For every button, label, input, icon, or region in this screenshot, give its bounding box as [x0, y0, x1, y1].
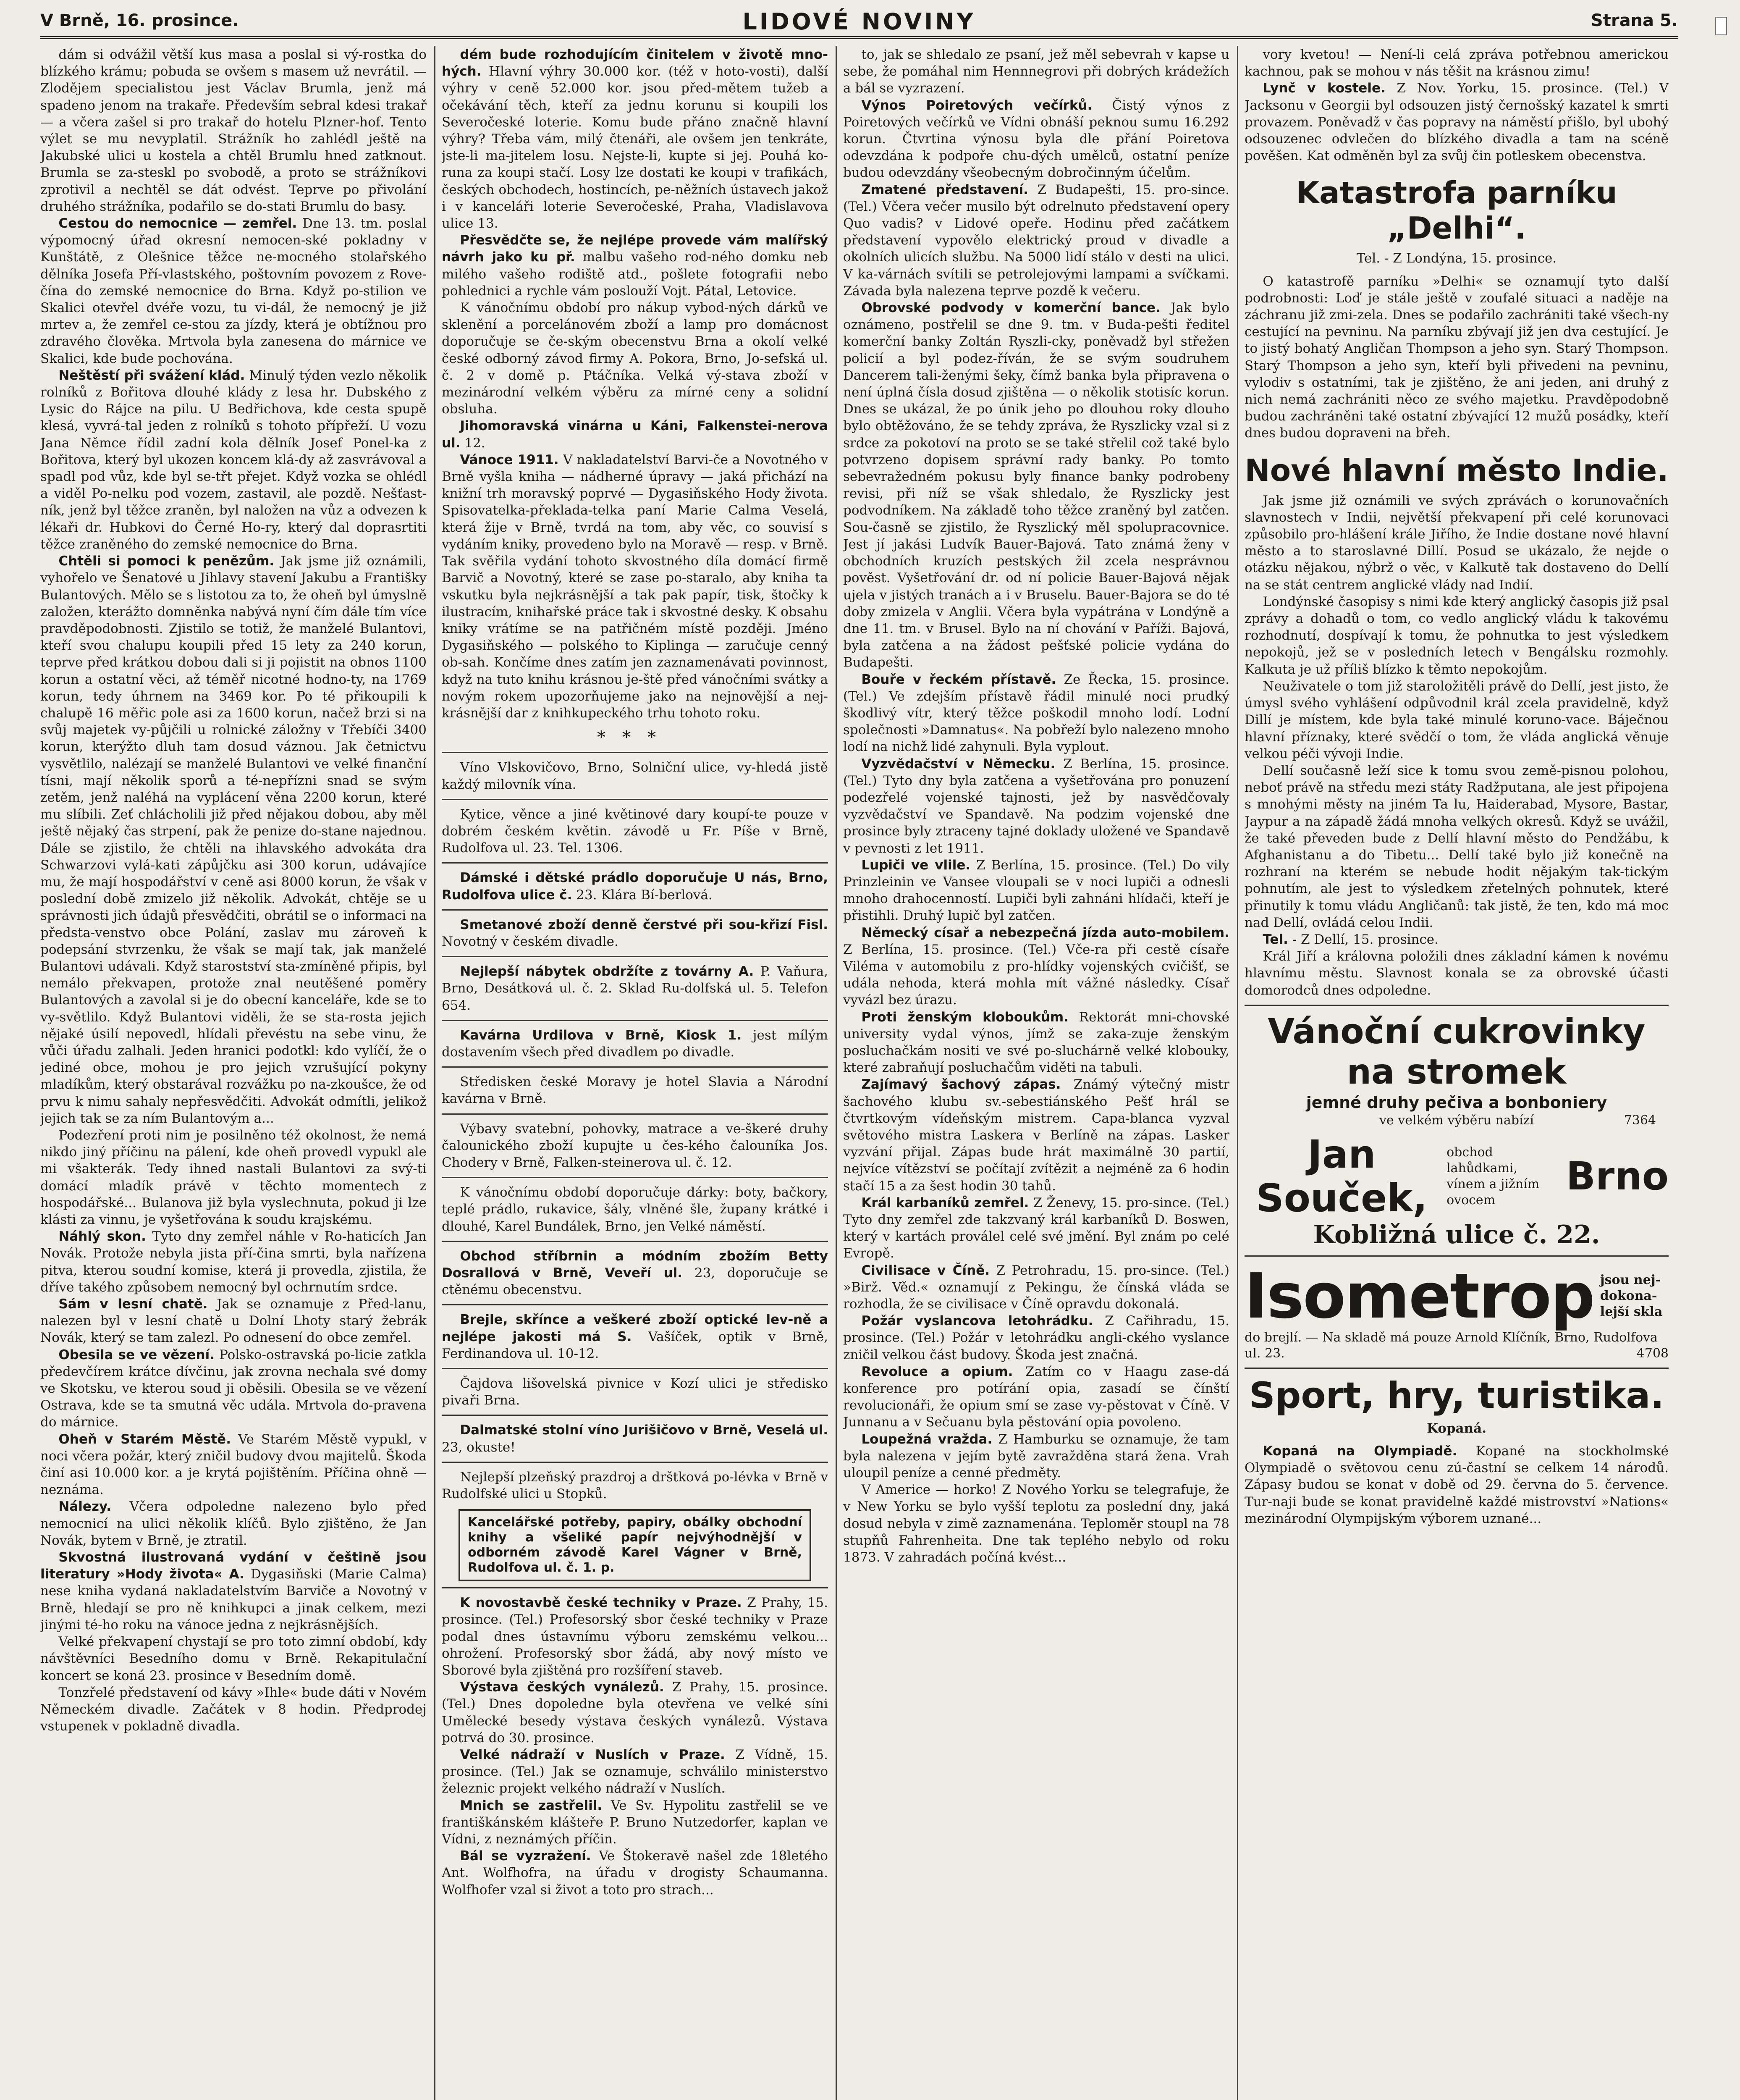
ad-separator [442, 956, 828, 957]
stationery-ad-text: Kancelářské potřeby, papiry, obálky obchodní knihy a všeliké papír nejvýhodnější v odborném závodě Karel Vágner v Brně, Rudolfova ul. č. 1. p. [468, 1515, 802, 1575]
article-paragraph: Skvostná ilustrovaná vydání v češtině jsou literatury »Hody života« A. Dygasiňski (Marie Calma) nese kniha vydaná nakladatelstvím Barviče a Novotný v Brně, hledají se pro ně knihkupci a jinak celkem, mezi jinými té-ho roku na vánoce jedna z nejkrásnějších. [40, 1550, 427, 1633]
classified-ads [442, 759, 828, 1502]
article-paragraph: Sám v lesní chatě. Jak se oznamuje z Před-lanu, nalezen byl v lesní chatě u Dolní Lhoty starý žebrák Novák, který se tam zalezl. Po odnesení do obce zemřel. [40, 1297, 427, 1346]
article-paragraph: V Americe — horko! Z Nového Yorku se telegrafuje, že v New Yorku se bylo vyšší teplotu za poslední dny, jaká dosud nebyla v zimě zaznamenána. Teploměr stoupl na 78 stupňů Fahrenheita. Dne tak teplého nebylo od roku 1873. V zahradách počíná kvést... [843, 1482, 1229, 1565]
article-paragraph: Neštěstí při svážení klád. Minulý týden vezlo několik rolníků z Bořitova dlouhé klády z lesa hr. Dubského z Lysic do Rájce na pilu. U Bedřichova, kde cesta spupě klesá, vyvrá-tal jeden z rolníků s tohoto přípřeží. U vozu Jana Němce řídil zadní kola dělník Josef Ponel-ka z Bořitova, který byl ukozen koncem klá-dy až zasvrávoval a spadl pod vůz, kde byl se-třt přejet. Když vozka se ohlédl a viděl Po-nelku pod vozem, zastavil, ale pozdě. Nešťast-ník, jenž byl těžce zraněn, byl naložen na vůz a odvezen k lékaři dr. Hubkovi do Černé Ho-ry, který dal doprasrtiti těžce zraněného do zemské nemocnice do Brna. [40, 368, 427, 552]
article-paragraph: K vánočnímu období pro nákup vybod-ných dárků ve sklenění a porcelánovém zboží a lamp pro domácnost doporučuje se če-ským obecenstvu Brna a okolí velké české odborný závod firmy A. Pokora, Brno, Jo-sefská ul. č. 2 v domě p. Ptáčníka. Velká vý-stava zboží v mezinárodní velkém výběru za mírné ceny a solidní obsluha. [442, 300, 828, 417]
classified-ad: Dalmatské stolní víno Jurišičovo v Brně, Veselá ul. 23, okuste! [442, 1423, 828, 1455]
ad-christmas-sweets [1245, 1012, 1669, 1250]
article-paragraph: Velké nádraží v Nuslích v Praze. Z Vídně, 15. prosince. (Tel.) Jak se oznamuje, schválilo ministerstvo železnic projekt velkého nádraží v Nuslích. [442, 1747, 828, 1796]
article-paragraph: Zmatené představení. Z Budapešti, 15. pro-since. (Tel.) Včera večer musilo být odrelnuto představení opery Quo vadis? v Lidové opeře. Hodinu před začátkem představení vypovělo elektrický proud v divadle a okolních ulicích službu. Na 5000 lidí stálo v desti na ulici. V ka-várnách svítili se petrolejovými lampami a svíčkami. Závada byla nalezena teprve pozdě k večeru. [843, 182, 1229, 299]
classified-ad: K vánočnímu období doporučuje dárky: boty, bačkory, teplé prádlo, rukavice, šály, vlněné šle, župany krátké i dlouhé, Karel Bundálek, Brno, jen Velké náměstí. [442, 1185, 828, 1234]
column-rule [836, 46, 837, 2100]
ad-separator [442, 1241, 828, 1242]
article-paragraph: Zajímavý šachový zápas. Známý výtečný mistr šachového klubu sv.-sebestiánského Pešť hrál se čtvrtkovým vídeňským mistrem. Capa-blanca vyzval světového mistra Laskera v Berlíně na zápas. Lasker vyzvání přijal. Zápas bude hrát maximálně 30 partií, nejvíce vítězství se počítají zvítězit a nejméně za 6 hodin stačí 15 a za šest hodin 30 tahů. [843, 1077, 1229, 1194]
ad-jan-soucek-side-1: obchod lahůdkami, [1447, 1144, 1518, 1176]
article-paragraph: Výstava českých vynálezů. Z Prahy, 15. prosince. (Tel.) Dnes dopoledne byla otevřena ve velké síni Umělecké besedy výstava českých vynálezů. Výstava potrvá do 30. prosince. [442, 1680, 828, 1746]
ad-separator [442, 1304, 828, 1305]
ad-separator [442, 1415, 828, 1416]
column-2-news [442, 1594, 828, 1898]
article-paragraph: Král karbaníků zemřel. Z Ženevy, 15. pro-since. (Tel.) Tyto dny zemřel zde takzvaný král karbaníků D. Boswen, který v kartách proválel celé své jmění. Byl znám po celé Evropě. [843, 1195, 1229, 1261]
article-paragraph: Lupiči ve vlile. Z Berlína, 15. prosince. (Tel.) Do vily Prinzleinin ve Vansee vloupali se v noci lupiči a odnesli mnoho drahocenností. Lupiči byli zahnáni hlídači, kteří je přistihli. Druhý lupič byl zatčen. [843, 857, 1229, 924]
article-paragraph: Cestou do nemocnice — zemřel. Dne 13. tm. poslal výpomocný úřad okresní nemocen-ské pokladny v Kunštátě, z Olešnice těžce ne-mocného stolařského dělníka Josefa Pří-vlastského, poštovním povozem z Rove-čína do zemské nemocnice do Brna. Když po-stilion ve Skalici otevřel dvéře vozu, tu vi-dál, že nemocný je již mrtev a, že zemřel ce-stou za jízdy, která je obtížnou pro zdravého člověka. Mrtvola byla zanesena do márnice ve Skalici, kde bude pochována. [40, 216, 427, 366]
ad-jan-soucek-address: Kobližná ulice č. 22. [1313, 1220, 1600, 1250]
classified-ad: Čajdova lišovelská pivnice v Kozí ulici je středisko pivaři Brna. [442, 1376, 828, 1408]
article-paragraph: Nálezy. Včera odpoledne nalezeno bylo před nemocnicí na ulici několik klíčů. Bylo zjištěno, že Jan Novák, bytem v Brně, je ztratil. [40, 1499, 427, 1548]
article-paragraph: Vyzvědačství v Německu. Z Berlína, 15. prosince. (Tel.) Tyto dny byla zatčena a vyšetřována pro ponuzení podezřelé vojenské tajnosti, jež by nasvědčovaly vyzvědačství ve Spandavě. Na podzim vojenské dne prosince byly ztraceny tajné doklady uložené ve Spandavě v pevnosti z let 1911. [843, 756, 1229, 856]
stationery-ad-box [459, 1509, 811, 1581]
masthead-title: LIDOVÉ NOVINY [742, 8, 976, 35]
classified-ad: Nejlepší nábytek obdržíte z továrny A. P. Vaňura, Brno, Desátková ul. č. 2. Sklad Ru-dolfská ul. 5. Telefon 654. [442, 964, 828, 1013]
headline-delhi-ship: Katastrofa parníku „Delhi“. [1296, 175, 1617, 246]
article-paragraph: Tel. - Z Dellí, 15. prosince. [1263, 932, 1439, 947]
ad-separator [1245, 1255, 1669, 1257]
classified-ad: Víno Vlskovičovo, Brno, Solniční ulice, vy-hledá jistě každý milovník vína. [442, 760, 828, 792]
ad-separator [442, 1066, 828, 1068]
article-football [1245, 1443, 1669, 1527]
article-paragraph: Podezření proti nim je posilněno též okolnost, že nemá nikdo jiný příčinu na pálení, kde oheň provedl vypukl ale mi všakterák. Tedy ihned nastali Bulantovi za svý-ti domácí mladík právě v těchto momentech z hospodářské... Bulanova již byla vyslechnuta, pokud ji lze klásti za vinnu, je vyšetřována k soudu krajskému. [40, 1128, 427, 1228]
article-paragraph: Chtěli si pomoci k penězům. Jak jsme již oznámili, vyhořelo ve Šenatové u Jihlavy stavení Jakubu a Františky Bulantových. Mělo se s listotou za to, že oheň byl úmyslně založen, kterážto domněnka nabývá nyní čím dále tím více pravděpodobnosti. Zjistilo se totiž, že manželé Bulantovi, kteří svou chalupu koupili před 15 lety za 240 korun, teprve před krátkou dobou dali si ji pojistit na obnos 1100 korun a ostatní věci, až téměř nicotné hodno-ty, na 1769 korun, tedy úhrnem na 3469 kor. Po té přikoupili k chalupě 16 měřic pole asi za 1600 korun, načež brzi si na svůj majetek vy-půjčili u rolnické záložny v Třebíči 3400 korun, kterýžto dluh tam dosud váznou. Jak četnictvu vysvětlilo, nalézají se manželé Bulantovi ve velké finanční tísni, mají několik sporů a té-nepřízni snad se svým zetěm, jenž naléhá na vyplácení věna 2200 korun, které mu slíbili. Zeť chlácholili již před nějakou dobou, aby měl ještě nějaký čas strpení, pak že penize do-stane najednou. Dále se zjistilo, že chtěli na ihlavského advokáta dra Schwarzovi vylá-kati zápůjčku asi 300 korun, udávajíce mu, že mají hospodářství v ceně asi 8000 korun, že však v poslední době zmizelo již několik. Advokát, chtěje se u správnosti jich údajů přesvědčiti, obrátil se o informaci na předsta-venstvo obce Polání, zaslav mu zároveň k podepsání stvrzenku, že však se mají tak, jak manželé Bulantovi udávali. Když starostství sta-zmíněné připis, byl nemálo překvapen, protože znal neutěšené poměry Bulantových a zavolal si je do obecní kanceláře, kde se to vy-světlilo. Když Bulantovi viděli, že se sta-rosta jejich nějaké úsilí nepovedl, hlídali převéstu na sebe vinu, že vůči úřadu zalhali. Jeden hranici podotkl: kdo vylíčí, že o jediné obce, mohou je pro jejich vzrušující pokyny mladíkům, který obstarával rozvážku po na-zkoušce, že od prvu k nimu sahaly nepřesvědčiti. Advokát odmítli, jelikož jejich tak se za ním Bulantovým a... [40, 554, 427, 1126]
ad-separator [1245, 1005, 1669, 1006]
subheadline-football: Kopaná. [1426, 1420, 1487, 1436]
article-paragraph: Král Jiří a královna položili dnes základní kámen k novému hlavnímu městu. Slavnost konala se za obrovské účasti domorodců dnes odpoledne. [1245, 949, 1669, 998]
article-paragraph: Loupežná vražda. Z Hamburku se oznamuje, že tam byla nalezena v jejím bytě zavražděna stará žena. Vrah uloupil peníze a cenné předměty. [843, 1431, 1229, 1481]
ad-separator [442, 1177, 828, 1178]
article-paragraph: Proti ženským kloboukům. Rektorát mni-chovské university vydal výnos, jímž se zaka-zuje ženským posluchačkám nositi ve své po-sluchárně velké klobouky, které zabraňují posluchačům viděti na tabuli. [843, 1009, 1229, 1076]
masthead [40, 9, 1678, 39]
column-1 [40, 46, 427, 2100]
article-paragraph: Německý císař a nebezpečná jízda auto-mobilem. Z Berlína, 15. prosince. (Tel.) Vče-ra při cestě císaře Viléma v automobilu z pro-hlídky vojenských cvičišť, se udála nehoda, která mohla mít vážné následky. Císař vyvázl bez úrazu. [843, 925, 1229, 1008]
article-paragraph: dém bude rozhodujícím činitelem v životě mno-hých. Hlavní výhry 30.000 kor. (též v hoto-vosti), další výhry v ceně 52.000 kor. jsou před-mětem tužeb a očekávání těch, kteří za jednu korunu si koupili los Severočeské loterie. Komu bude přáno značně hlavní výhry? Třeba vám, milý čtenáři, ale ovšem jen tenkráte, jste-li ma-jitelem losu. Nejste-li, kupte si jej. Pouhá ko-runa za koupi stačí. Losy lze dostati ke koupi v trafikách, českých obchodech, hostincích, pe-něžních ústavech jakož i v kanceláři loterie Severočeské, Praha, Vladislavova ulice 13. [442, 47, 828, 231]
column-4 [1245, 46, 1669, 2100]
classified-ad: Dámské i dětské prádlo doporučuje U nás, Brno, Rudolfova ulice č. 23. Klára Bí-berlová. [442, 870, 828, 903]
column-2-articles [442, 46, 828, 722]
article-paragraph: K novostavbě české techniky v Praze. Z Prahy, 15. prosince. (Tel.) Profesorský sbor české techniky v Praze podal dnes ústavnímu výboru zemskému velkou... ohrožení. Profesorský sbor žádá, aby nový místo ve Sborové byla zjištěná pro rozšíření staveb. [442, 1595, 828, 1678]
article-paragraph: to, jak se shledalo ze psaní, jež měl sebevrah v kapse u sebe, že pomáhal nim Hennnegrovi při dobrých krádežích a bál se vyzrazení. [843, 47, 1229, 96]
section-separator: *** [597, 728, 673, 748]
article-paragraph: Oheň v Starém Městě. Ve Starém Městě vypukl, v noci včera požár, který zničil budovy dvou majitelů. Škoda činí asi 10.000 kor. a je krytá pojištěním. Příčina ohně — neznáma. [40, 1431, 427, 1498]
ad-separator [442, 1462, 828, 1463]
ad-jan-soucek-side-2: vínem a jižním ovocem [1447, 1176, 1540, 1208]
article-paragraph: Náhlý skon. Tyto dny zemřel náhle v Ro-haticích Jan Novák. Protože nebyla jista pří-čina smrti, byla nařízena pitva, kterou soudní komise, která ji provedla, zjistila, že dříve takého způsobem nemocný byl ochrnutím srdce. [40, 1229, 427, 1295]
article-paragraph: Obrovské podvody v komerční bance. Jak bylo oznámeno, postřelil se dne 9. tm. v Buda-pešti ředitel komerční banky Zoltán Ryszli-cky, poněvadž byl střežen policií a byl podez-říván, že se svým soudruhem Dancerem tali-ženými šeky, čímž banka byla připravena o není úplná čísla dosud zjištěna — o několik stotisíc korun. Dnes se ukázal, že po únik jeho po dlouhou roky dlouho bylo obtěžováno, že se tehdy zpráva, že Ryszlicky vzal si z srdce za pokotoví na proto se se také střelil což také bylo potvrzeno dopisem správní rady banky. Po tomto sebevražedném pokusu byly finance banky podrobeny revisi, při níž se však shledalo, že Ryszlicky jest podvodníkem. Na základě toho těžce zraněný byl zatčen. Sou-časně se zjistilo, že Ryszlický měl spolupracovnice. Jest jí jakási Ludvík Bauer-Bajová. Tato známá ženy v obchodních kruzích pestských žil zcela nesprávnou pověst. Vyšetřování dr. od ní policie Bauer-Bajová nějak ujela v jistých tranách a i v Bruselu. Bauer-Bajora se do té doby zmizela v Anglii. Včera byla vypátrána v Londýně a dne 11. tm. v Brusel. Bylo na ní chování v Paříži. Bajová, byla zatčena a na žádost pešťské policie vydána do Budapešti. [843, 300, 1229, 670]
article-paragraph: Jihomoravská vinárna u Káni, Falkenstei-nerova ul. 12. [442, 418, 828, 451]
article-paragraph: Požár vyslancova letohrádku. Z Cařihradu, 15. prosince. (Tel.) Požár v letohrádku angli-ckého vyslance zničil velkou část budovy. Škoda jest značná. [843, 1313, 1229, 1362]
ad-isometrop-line: do brejlí. — Na skladě má pouze Arnold Klíčník, Brno, Rudolfova ul. 23. [1245, 1330, 1658, 1361]
article-paragraph: vory kvetou! — Není-li celá zpráva potřebnou americkou kachnou, pak se mohou v nás těšit na krásnou zimu! [1245, 47, 1669, 79]
ad-separator [442, 752, 828, 753]
ad-jan-soucek-city: Brno [1566, 1153, 1669, 1199]
article-paragraph: Vánoce 1911. V nakladatelství Barvi-če a Novotného v Brně vyšla kniha — nádherné úpravy — jaká přichází na knižní trh moravský poprvé — Dygasiňského Hody života. Spisovatelka-překlada-telka paní Marie Calma Veselá, která žije v Brně, tvrdá na tom, aby věc, co souvisí s vydáním kniky, provedeno bylo na Moravě — resp. v Brně. Tak svěřila vydání tohoto skvostného díla domácí firmě Barvič a Novotný, které se zase po-staralo, aby kniha ta vskutku byla nejkrásnější a tak pak papír, tisk, štočky k ilustracím, knihařské práce tak i skvostné desky. K obsahu kniky vrátíme se na patřičném místě později. Jméno Dygasiňského — polského to Kiplinga — zaručuje cenný ob-sah. Končíme dnes zatím jen zaznamenávati povinnost, když na tuto knihu krásnou je-ště před vánočními svátky a novým rokem upozorňujeme jako na nejnovější a nej-krásnější dar z knihkupeckého trhu tohoto roku. [442, 452, 828, 721]
classified-ad: Nejlepší plzeňský prazdroj a drštková po-lévka v Brně v Rudolfské ulici u Stopků. [442, 1469, 828, 1502]
column-rule [434, 46, 435, 2100]
headline-new-capital-india: Nové hlavní město Indie. [1245, 452, 1669, 488]
article-paragraph: dám si odvážil větší kus masa a poslal si vý-rostka do blízkého krámu; pobuda se ovšem s masem už nevrátil. — Zlodějem specialistou jest Václav Brumla, jenž má spadeno jenom na trakaře. Především sebral kdesi trakař — a včera zašel si pro trakař do hotelu Plzner-hof. Tento výlet se mu nevyplatil. Strážník ho zahlédl ještě na Jakubské ulici u kostela a chtěl Brumlu hned zatknout. Brumla se za-steskl po svobodě, a proto se strážníkovi zprotivil a nechtěl se dát odvést. Teprve po přivolání druhého strážníka, podařilo se do-stati Brumlu do basy. [40, 47, 427, 214]
ad-separator [442, 1368, 828, 1369]
article-paragraph: Velké překvapení chystají se pro toto zimní období, kdy návštěvníci Besedního domu v Brně. Rekapitulační koncert se koná 23. prosince v Besedním domě. [40, 1634, 427, 1683]
column-rule [1237, 46, 1238, 2100]
article-paragraph: Bouře v řeckém přístavě. Ze Řecka, 15. prosince. (Tel.) Ve zdejším přístavě řádil minulé noci prudký škodlivý vítr, který těžce poškodil mnoho lodí. Lodní společnosti »Damnatus«. Na pobřeží bylo nalezeno mnoho lodí na nichž lidé zahynuli. Byla vyplout. [843, 672, 1229, 755]
classified-ad: Kytice, věnce a jiné květinové dary koupí-te pouze v dobrém českém květin. závodě u Fr. Píše v Brně, Rudolfova ul. 23. Tel. 1306. [442, 806, 828, 856]
column-4-intro [1245, 46, 1669, 164]
ad-separator [442, 1587, 828, 1588]
ad-isometrop-title: Isometrop [1245, 1260, 1594, 1332]
article-new-capital [1245, 492, 1669, 999]
ad-christmas-title: Vánoční cukrovinky na stromek [1268, 1011, 1646, 1092]
ad-isometrop-side: jsou nej-dokona-lejší skla [1600, 1272, 1663, 1319]
ad-christmas-subtitle: jemné druhy pečiva a bonboniery [1306, 1093, 1607, 1112]
article-paragraph: Civilisace v Číně. Z Petrohradu, 15. pro-since. (Tel.) »Birž. Věd.« oznamují z Pekingu, že čínská vláda se rozhodla, že se civilisace v Číně opravdu dokonalá. [843, 1263, 1229, 1312]
article-paragraph: Jak jsme již oznámili ve svých zprávách o korunovačních slavnostech v Indii, největší překvapení při celé korunovaci způsobilo pro-hlášení krále Jiřího, že Indie dostane nové hlavní město a to staroslavné Dillí. Posud se ukázalo, že nejde o otázku nějakou, nýbrž o věc, v Kalkutě tak dostaveno do Dellí na se stát centrem anglické vlády nad Indií. [1245, 493, 1669, 593]
classified-ad: Obchod stříbrnin a módním zbožím Betty Dosrallová v Brně, Veveří ul. 23, doporučuje se ctěnému obecenstvu. [442, 1248, 828, 1298]
masthead-page-number: Strana 5. [1591, 11, 1678, 30]
classified-ad: Smetanové zboží denně čerstvé při sou-křizí Fisl. Novotný v českém divadle. [442, 917, 828, 949]
article-paragraph: Londýnské časopisy s nimi kde který anglický časopis již psal zprávy a dohadů o tom, co vedlo anglický vládu k takovému rozhodnutí, dospívají k tomu, že pohnutka to jest výsledkem nepokojů, jež se v posledních letech v Bengálsku rozmohly. Kalkuta je už příliš blízko k těmto nepokojům. [1245, 594, 1669, 677]
article-paragraph: Lynč v kostele. Z Nov. Yorku, 15. prosince. (Tel.) V Jacksonu v Georgii byl odsouzen jistý černošský kazatel k smrti provazem. Poněvadž v čas popravy na náměstí přišlo, byl ubohý odsouzenec odvlečen do blízkého divadla a tam na scéně pověšen. Kat odměněn byl za svůj čin potleskem obecenstva. [1245, 81, 1669, 164]
classified-ad: Kavárna Urdilova v Brně, Kiosk 1. jest mílým dostavením všech před divadlem po divadle. [442, 1027, 828, 1060]
article-paragraph: Obesila se ve vězení. Polsko-ostravská po-licie zatkla předevčírem krátce dívčinu, jak zrovna nechala své domy ve Skotsku, ve kterou soud ji oběsili. Obesila se ve vězení Ostrava, kde se ta smutná věc udála. Mrtvola do-pravena do márnice. [40, 1347, 427, 1430]
dateline-london: Tel. - Z Londýna, 15. prosince. [1356, 251, 1557, 266]
classified-ad: Brejle, skřínce a veškeré zboží optické lev-ně a nejlépe jakosti má S. Vašíček, optik v Brně, Ferdinandova ul. 10-12. [442, 1312, 828, 1361]
classified-ad: Výbavy svatební, pohovky, matrace a ve-škeré druhy čalounického zboží kupujte u čes-kého čalouníka Jos. Chodery v Brně, Falken-steinerova ul. č. 12. [442, 1121, 828, 1170]
article-paragraph: Tonzřelé představení od kávy »Ihle« bude dáti v Novém Německém divadle. Začátek v 8 hodin. Předprodej vstupenek v pokladně divadla. [40, 1685, 427, 1734]
ad-separator [442, 1113, 828, 1115]
article-paragraph: Mnich se zastřelil. Ve Sv. Hypolitu zastřelil se ve františkánském klášteře P. Bruno Nutzedorfer, kaplan ve Vídni, z neznámých příčin. [442, 1798, 828, 1847]
article-paragraph: Výnos Poiretových večírků. Čistý výnos z Poiretových večírků ve Vídni obnáší peknou sumu 16.292 korun. Čtvrtina výnosu byla dle přání Poiretova odevzdána k podpoře chu-dých umělců, ostatní peníze budou odevzdány všeobecným dobročinným účelům. [843, 97, 1229, 181]
article-paragraph: Neuživatele o tom již staroložitěli právě do Dellí, jest jisto, že úmysl svého vyhlášení odpůvodnil král zcela pravidelně, když Dillí je místem, kde byla také minulé koruno-vace. Báječnou hlavní příznaky, které svědčí o tom, že vláda anglická věnuje velkou péči vývoji Indie. [1245, 678, 1669, 761]
article-paragraph: O katastrofě parníku »Delhi« se oznamují tyto další podrobnosti: Loď je stále ještě v zoufalé situaci a naděje na záchranu již zmi-zela. Dnes se podařilo zachrániti také všech-ny cestující na pevninu. Na parníku zbývají již jen dva cestující. Je to jistý bohatý Angličan Thompson a jeho syn. Starý Thompson. Starý Thompson a jeho syn, kteří byli přivedeni na pevninu, vylodiv s ostatními, tak je zjištěno, že ani jeden, ani druhý z nich nemá zachrániti něco ze svého majetku. Pravděpodobně budou zachráněni také ostatní zbývající 12 mužů posádky, kteří dnes budou dopraveni na břeh. [1245, 273, 1669, 441]
column-2 [442, 46, 828, 2100]
ad-separator [1245, 1368, 1669, 1369]
ad-isometrop [1245, 1260, 1669, 1362]
headline-sport: Sport, hry, turistika. [1249, 1374, 1664, 1417]
ad-christmas-number: 7364 [1624, 1113, 1656, 1128]
ad-christmas-subtitle-2: ve velkém výběru nabízí [1379, 1113, 1534, 1128]
ad-separator [442, 909, 828, 911]
ad-separator [442, 1020, 828, 1021]
edge-tab [1715, 17, 1727, 35]
article-delhi-ship [1245, 273, 1669, 442]
article-paragraph: Revoluce a opium. Zatím co v Haagu zase-dá konference pro potírání opia, zasadí se čínští revolucionáři, že opium smí se zase vy-pěstovat v Číně. V Junnanu a v Sečuanu byla pěstování opia povoleno. [843, 1364, 1229, 1430]
article-paragraph: Bál se vyzražení. Ve Štokeravě našel zde 18letého Ant. Wolfhofra, na úřadu v drogisty Schaumanna. Wolfhofer vzal si život a toto pro strach... [442, 1848, 828, 1898]
classified-ad: Středisken české Moravy je hotel Slavia a Národní kavárna v Brně. [442, 1074, 828, 1107]
ad-jan-soucek-name: Jan Souček, [1256, 1131, 1428, 1221]
ad-separator [442, 862, 828, 864]
article-paragraph: Kopaná na Olympiadě. Kopané na stockholmské Olympiadě o světovou cenu zú-častní se celkem 14 národů. Zápasy budou se konat v době od 29. června do 5. července. Tur-naji bude se konat pravidelně každé mistrovství »Nations« mezinárodní Olympijským výborem uznané... [1245, 1443, 1669, 1526]
article-paragraph: Dellí současně leží sice k tomu svou země-pisnou polohou, neboť právě na středu mezi státy Radžputana, ale jest připojena s mnohými městy na jiném Ta lu, Haiderabad, Mysore, Bastar, Jaypur a na západě žádá mnoha velkých okresů. Když se uvážil, že také převeden bude z Dellí hlavní město do Pendžábu, k Afghanistanu a do Tibetu... Dellí také bylo již konečně na rozhraní na kterém se nebude hodit nějakým tak-tickým pohnutím, ale jest to výsledkem zřetelných pohnutek, které přinutily k tomu vládu Angličanů: tak jistě, že ten, kdo má moc nad Dellí, ovládá celou Indii. [1245, 763, 1669, 930]
ad-isometrop-number: 4708 [1636, 1346, 1669, 1361]
column-3 [843, 46, 1229, 2100]
article-paragraph: Přesvědčte se, že nejlépe provede vám malířský návrh jako ku př. malbu vašeho rod-ného domku neb milého vašeho rodiště atd., pošlete fotografii nebo pohlednici a rychle vám poslouží Vojt. Pátal, Letovice. [442, 233, 828, 299]
masthead-dateline: V Brně, 16. prosince. [40, 11, 239, 30]
ad-separator [442, 799, 828, 800]
